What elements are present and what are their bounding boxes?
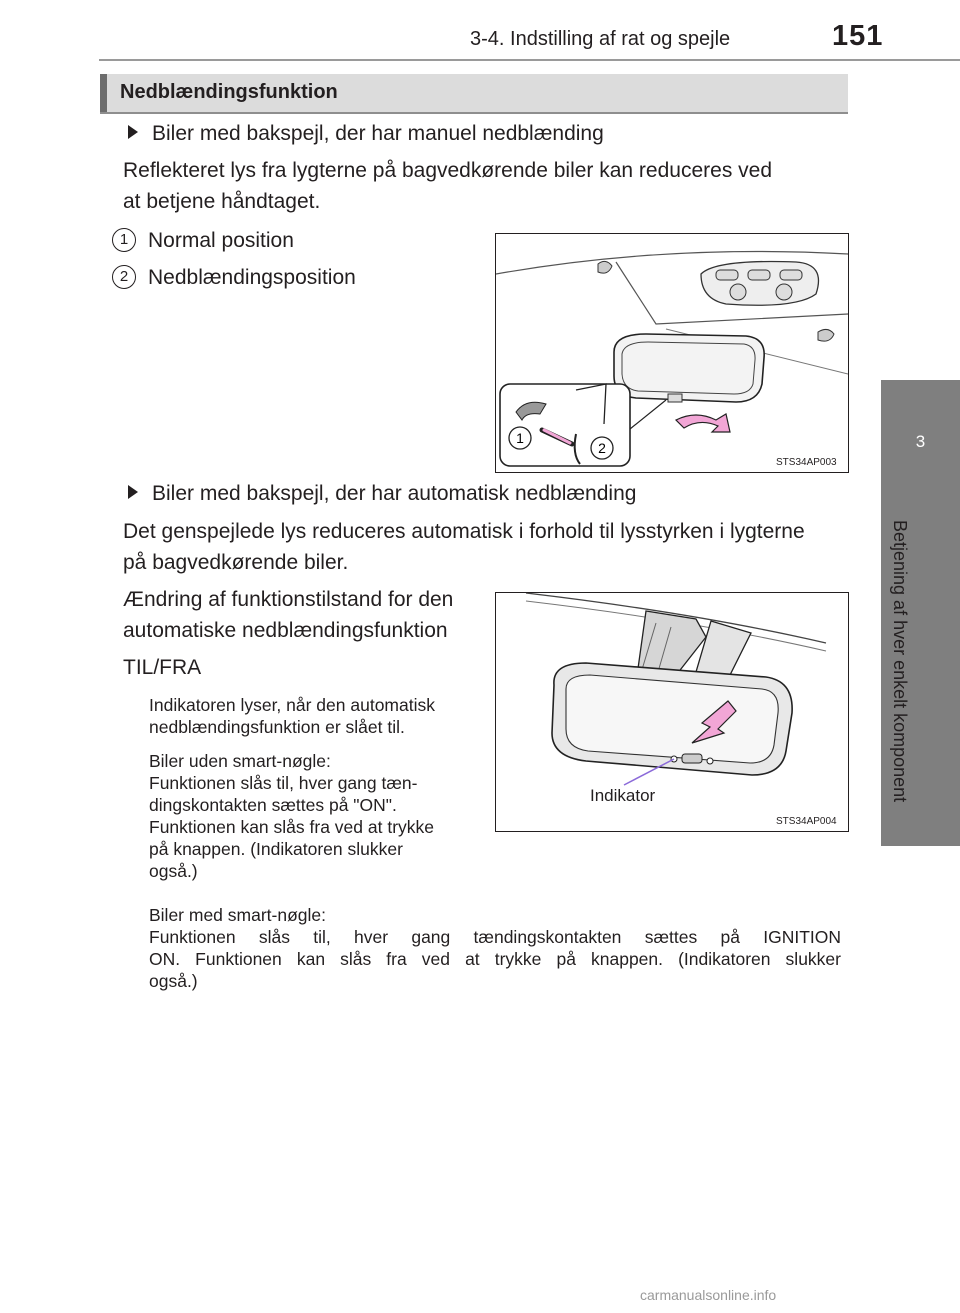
header-rule [99, 59, 960, 61]
smartkey-title: Biler med smart-nøgle: [149, 905, 326, 925]
section-title: Nedblændingsfunktion [120, 81, 338, 103]
no-smartkey-line: på knappen. (Indikatoren slukker [149, 839, 403, 859]
page-number: 151 [832, 20, 884, 52]
no-smartkey-line: Funktionen slås til, hver gang tæn- [149, 773, 418, 793]
manual-body-line2: at betjene håndtaget. [123, 190, 321, 213]
indicator-note [149, 694, 476, 738]
auto-body-line1: Det genspejlede lys reduceres automatisk i forhold til lysstyrken i lygterne [123, 520, 805, 543]
header-section-title: 3-4. Indstilling af rat og spejle [470, 28, 731, 50]
no-smartkey-line: også.) [149, 861, 198, 881]
no-smartkey-block [149, 750, 476, 882]
figure1-callout-1: 1 [516, 430, 524, 446]
item-label-dimming-position: Nedblændingsposition [148, 266, 356, 289]
bullet-triangle-icon [128, 485, 138, 499]
no-smartkey-line: Funktionen kan slås fra ved at trykke [149, 817, 434, 837]
chapter-number: 3 [915, 432, 926, 451]
auto-toggle-label: TIL/FRA [123, 656, 202, 679]
figure2-code: STS34AP004 [776, 816, 837, 827]
smartkey-line: også.) [149, 971, 198, 991]
section-accent [100, 74, 107, 112]
indicator-note-line2: nedblændingsfunktion er slået til. [149, 717, 405, 737]
auto-body-line2: på bagvedkørende biler. [123, 551, 349, 574]
manual-body-line1: Reflekteret lys fra lygterne på bagvedkørende biler kan reduceres ved [123, 159, 773, 182]
item-label-normal-position: Normal position [148, 229, 294, 252]
indicator-note-line1: Indikatoren lyser, når den automatisk [149, 695, 435, 715]
smartkey-line: ON. Funktionen kan slås fra ved at trykke på knappen. (Indikatoren slukker [149, 949, 841, 969]
section-heading-bar [100, 74, 848, 114]
chapter-title-vertical [888, 520, 908, 820]
footer-watermark: carmanualsonline.info [640, 1287, 777, 1303]
no-smartkey-line: dingskontakten sættes på "ON". [149, 795, 397, 815]
figure-auto-mirror [495, 592, 849, 832]
figure1-callout-2: 2 [598, 440, 606, 456]
item-number-2: 2 [112, 265, 136, 289]
chapter-title: Betjening af hver enkelt komponent [890, 520, 910, 803]
item-number-1: 1 [112, 228, 136, 252]
auto-bullet-line [128, 478, 636, 510]
manual-mirror-illustration [496, 234, 848, 472]
auto-mirror-illustration [496, 593, 848, 831]
manual-bullet-line [128, 118, 604, 150]
smartkey-block [149, 904, 841, 992]
manual-bullet-text: Biler med bakspejl, der har manuel nedblænding [152, 122, 604, 145]
auto-bullet-text: Biler med bakspejl, der har automatisk nedblænding [152, 482, 637, 505]
auto-change-line1: Ændring af funktionstilstand for den [123, 588, 454, 611]
figure-manual-mirror [495, 233, 849, 473]
smartkey-line: Funktionen slås til, hver gang tændingskontakten sættes på IGNITION [149, 927, 841, 947]
auto-change-line2: automatiske nedblændingsfunktion [123, 619, 448, 642]
bullet-triangle-icon [128, 125, 138, 139]
indicator-label: Indikator [590, 786, 656, 805]
figure1-code: STS34AP003 [776, 457, 837, 468]
no-smartkey-title: Biler uden smart-nøgle: [149, 751, 331, 771]
